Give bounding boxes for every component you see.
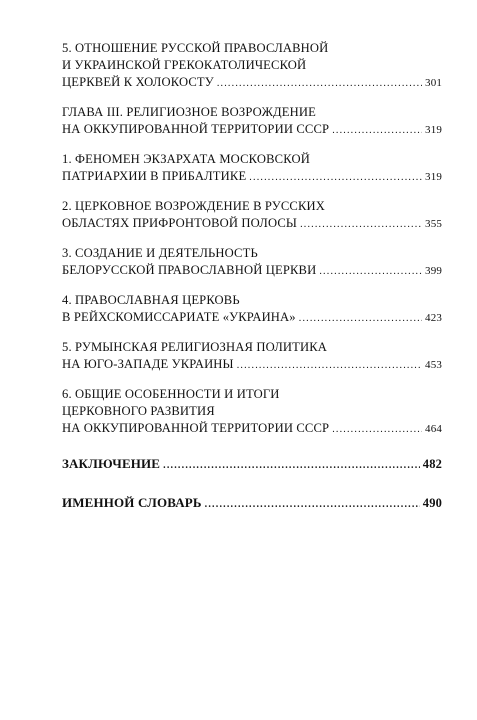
dot-leader [300,216,422,233]
table-of-contents [62,40,442,513]
toc-entry-line: 6. ОБЩИЕ ОСОБЕННОСТИ И ИТОГИ [62,387,280,401]
toc-entry-exarchate [62,151,442,186]
toc-entry-line: НА ОККУПИРОВАННОЙ ТЕРРИТОРИИ СССР [62,122,330,136]
toc-entry-line: НА ОККУПИРОВАННОЙ ТЕРРИТОРИИ СССР [62,421,330,435]
dot-leader [237,357,422,374]
toc-entry-chapter-3 [62,104,442,139]
toc-entry-line: ПАТРИАРХИИ В ПРИБАЛТИКЕ [62,169,247,183]
toc-entry-belarus-church [62,245,442,280]
toc-entry-general-features [62,386,442,438]
page-number: 355 [425,218,442,230]
toc-entry-line: ЦЕРКОВНОГО РАЗВИТИЯ [62,404,215,418]
page-number: 482 [422,457,442,471]
dot-leader [249,169,422,186]
page-number: 423 [425,312,442,324]
dot-leader [332,122,422,139]
page-number: 319 [425,171,442,183]
toc-entry-line: ОБЛАСТЯХ ПРИФРОНТОВОЙ ПОЛОСЫ [62,216,298,230]
toc-entry-line: И УКРАИНСКОЙ ГРЕКОКАТОЛИЧЕСКОЙ [62,58,307,72]
toc-entry-line: 2. ЦЕРКОВНОЕ ВОЗРОЖДЕНИЕ В РУССКИХ [62,199,325,213]
toc-entry-line: ЦЕРКВЕЙ К ХОЛОКОСТУ [62,75,214,89]
toc-entry-line: 5. ОТНОШЕНИЕ РУССКОЙ ПРАВОСЛАВНОЙ [62,41,329,55]
page-number: 490 [422,496,442,510]
toc-entry-line: ИМЕННОЙ СЛОВАРЬ [62,495,202,510]
page-number: 301 [425,77,442,89]
page-number: 453 [425,359,442,371]
dot-leader [163,457,420,474]
toc-entry-line: В РЕЙХСКОМИССАРИАТЕ «УКРАИНА» [62,310,296,324]
toc-entry-russian-regions [62,198,442,233]
dot-leader [217,75,422,92]
toc-entry-conclusion [62,455,442,474]
toc-entry-reichskommissariat [62,292,442,327]
toc-entry-holocaust [62,40,442,92]
toc-entry-line: БЕЛОРУССКОЙ ПРАВОСЛАВНОЙ ЦЕРКВИ [62,263,317,277]
toc-entry-line: ЗАКЛЮЧЕНИЕ [62,456,161,471]
toc-entry-line: 4. ПРАВОСЛАВНАЯ ЦЕРКОВЬ [62,293,240,307]
dot-leader [332,421,422,438]
toc-entry-name-index [62,494,442,513]
toc-entry-line: ГЛАВА III. РЕЛИГИОЗНОЕ ВОЗРОЖДЕНИЕ [62,105,316,119]
page-number: 399 [425,265,442,277]
page-number: 319 [425,124,442,136]
dot-leader [299,310,422,327]
dot-leader [205,496,420,513]
toc-entry-line: 1. ФЕНОМЕН ЭКЗАРХАТА МОСКОВСКОЙ [62,152,310,166]
toc-entry-romanian-policy [62,339,442,374]
toc-entry-line: НА ЮГО-ЗАПАДЕ УКРАИНЫ [62,357,234,371]
toc-entry-line: 3. СОЗДАНИЕ И ДЕЯТЕЛЬНОСТЬ [62,246,258,260]
dot-leader [319,263,422,280]
toc-entry-line: 5. РУМЫНСКАЯ РЕЛИГИОЗНАЯ ПОЛИТИКА [62,340,328,354]
page-number: 464 [425,423,442,435]
